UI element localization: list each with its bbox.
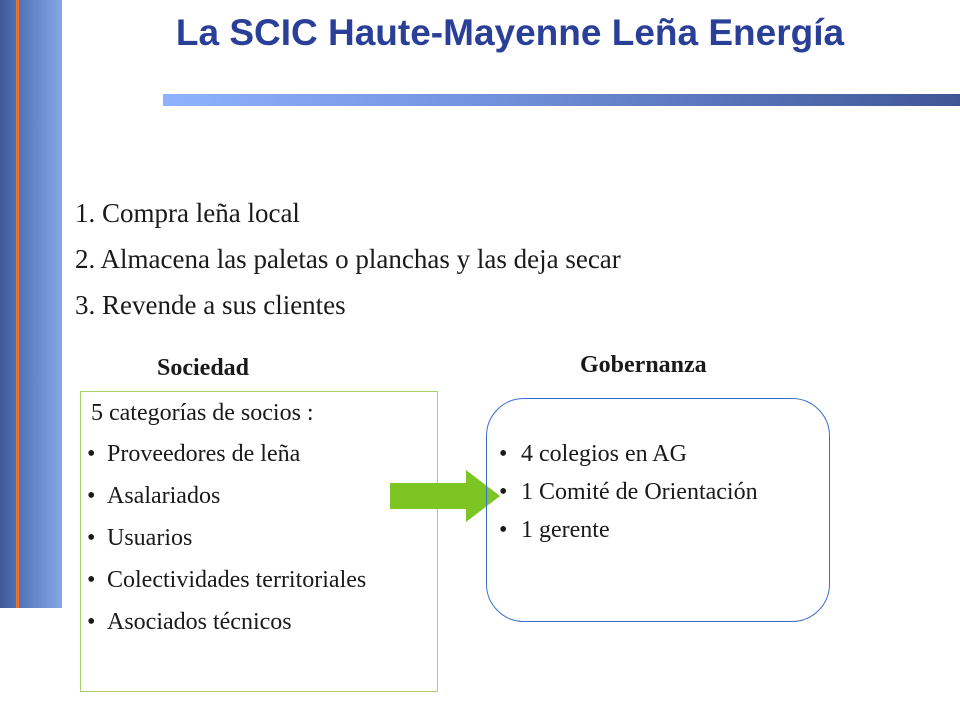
sociedad-heading: Sociedad xyxy=(157,355,250,381)
sociedad-list xyxy=(87,440,427,650)
gobernanza-list xyxy=(499,441,839,555)
step-item-2: 2. Almacena las paletas o planchas y las deja secar xyxy=(75,244,621,274)
sociedad-item: • Colectividades territoriales xyxy=(87,566,427,595)
sociedad-box xyxy=(80,391,438,692)
sociedad-item: • Proveedores de leña xyxy=(87,440,427,469)
sidebar-decoration xyxy=(0,0,62,608)
sociedad-intro: 5 categorías de socios : xyxy=(91,400,314,426)
sociedad-item: • Asociados técnicos xyxy=(87,608,427,637)
sociedad-item: • Asalariados xyxy=(87,482,427,511)
step-item-1: 1. Compra leña local xyxy=(75,198,300,228)
step-item-3: 3. Revende a sus clientes xyxy=(75,290,346,320)
steps-list xyxy=(75,190,621,328)
right-arrow-icon xyxy=(390,470,500,522)
gobernanza-item: • 1 gerente xyxy=(499,517,839,544)
sidebar-accent-line xyxy=(16,0,19,608)
gobernanza-item: • 4 colegios en AG xyxy=(499,441,839,468)
gobernanza-item: • 1 Comité de Orientación xyxy=(499,479,839,506)
slide-title: La SCIC Haute-Mayenne Leña Energía xyxy=(175,12,845,53)
gobernanza-heading: Gobernanza xyxy=(580,352,707,378)
sociedad-item: • Usuarios xyxy=(87,524,427,553)
title-underline-bar xyxy=(163,94,960,106)
gobernanza-box xyxy=(486,398,830,622)
